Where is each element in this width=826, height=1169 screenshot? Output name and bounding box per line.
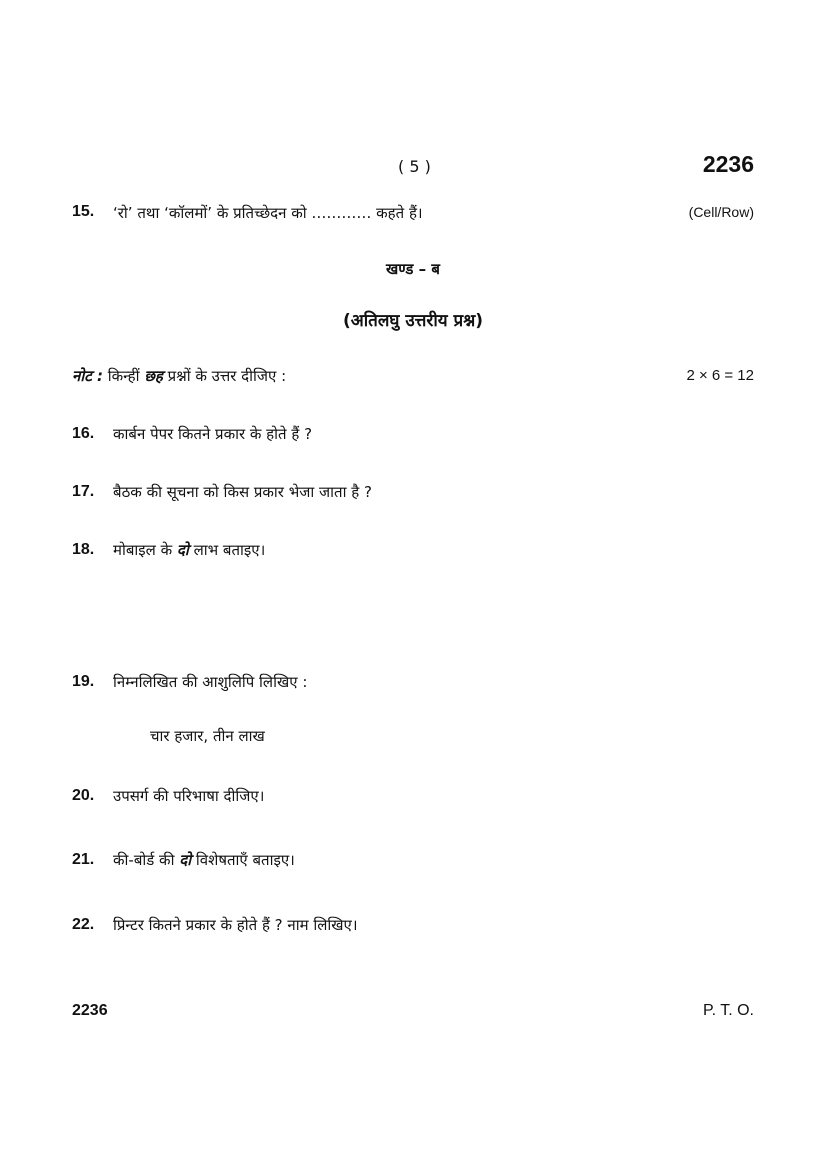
question-options-15: (Cell/Row)	[688, 204, 754, 220]
note-text-after: प्रश्नों के उत्तर दीजिए :	[167, 367, 287, 385]
question-number-18: 18.	[72, 541, 95, 558]
note-text-before: किन्हीं	[107, 367, 140, 385]
question-text-15: ‘रो’ तथा ‘कॉलमों’ के प्रतिच्छेदन को ………… कहते हैं।	[113, 204, 423, 222]
question-number-17: 17.	[72, 483, 95, 500]
question-text-18	[113, 540, 265, 560]
question-text-20: उपसर्ग की परिभाषा दीजिए।	[113, 787, 265, 805]
paper-code-footer: 2236	[72, 1002, 108, 1019]
paper-code-header: 2236	[702, 151, 754, 177]
page-number: ( 5 )	[398, 157, 431, 176]
question-number-22: 22.	[72, 916, 95, 933]
q21-emphasis: दो	[179, 851, 192, 869]
q18-emphasis: दो	[176, 541, 189, 559]
question-text-22: प्रिन्टर कितने प्रकार के होते हैं ? नाम लिखिए।	[113, 916, 358, 934]
section-title: खण्ड – ब	[386, 260, 440, 278]
question-subtext-19: चार हजार, तीन लाख	[150, 727, 265, 745]
question-text-16: कार्बन पेपर कितने प्रकार के होते हैं ?	[113, 425, 313, 443]
q18-text-before: मोबाइल के	[113, 541, 173, 559]
note-emphasis: छह	[144, 367, 163, 385]
pto-label: P. T. O.	[703, 1002, 754, 1019]
marks-allocation: 2 × 6 = 12	[686, 367, 754, 384]
question-number-21: 21.	[72, 851, 95, 868]
instruction-note	[72, 366, 286, 386]
question-number-15: 15.	[72, 203, 95, 220]
question-text-19: निम्नलिखित की आशुलिपि लिखिए :	[113, 673, 308, 691]
q18-text-after: लाभ बताइए।	[193, 541, 266, 559]
question-number-20: 20.	[72, 787, 95, 804]
question-number-16: 16.	[72, 425, 95, 442]
question-number-19: 19.	[72, 673, 95, 690]
question-text-21	[113, 850, 295, 870]
question-text-17: बैठक की सूचना को किस प्रकार भेजा जाता है ?	[113, 483, 372, 501]
note-label: नोट :	[72, 367, 103, 385]
q21-text-after: विशेषताएँ बताइए।	[195, 851, 295, 869]
q21-text-before: की-बोर्ड की	[113, 851, 175, 869]
section-subtitle: (अतिलघु उत्तरीय प्रश्न)	[342, 311, 483, 331]
